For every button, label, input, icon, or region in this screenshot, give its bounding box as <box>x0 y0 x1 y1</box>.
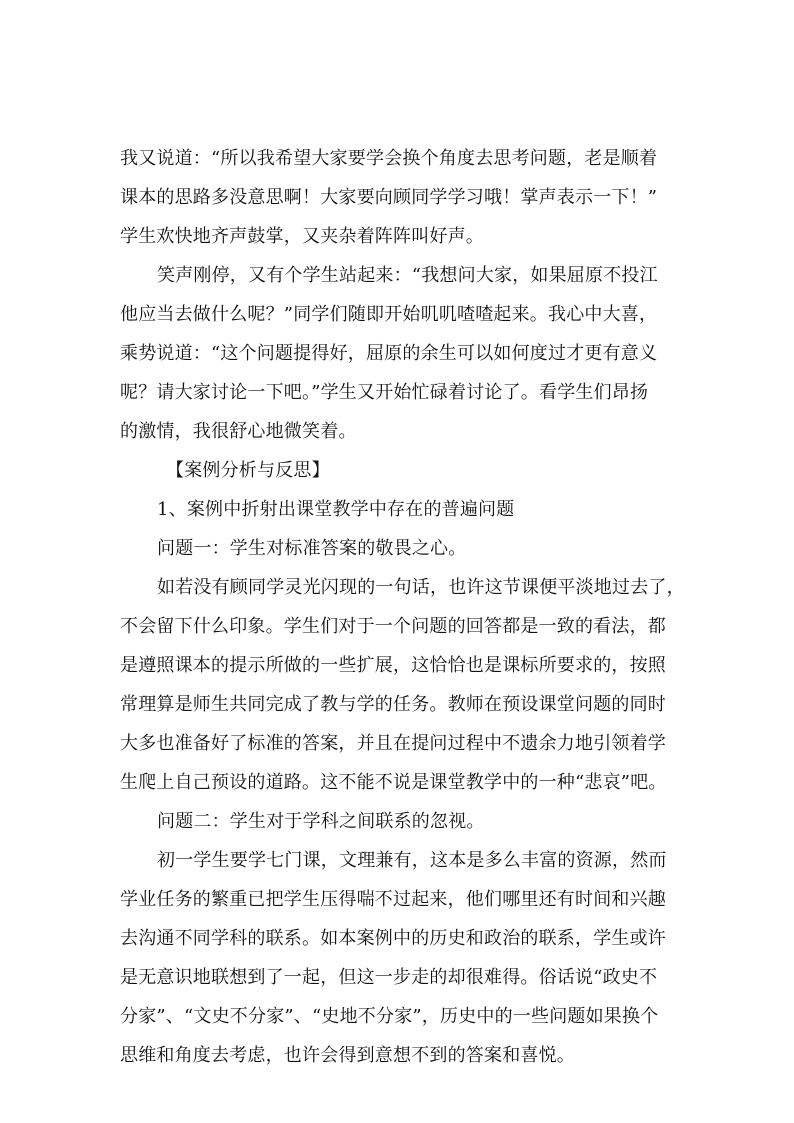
problem-title: 问题一：学生对标准答案的敬畏之心。 <box>157 538 467 559</box>
paragraph-line: 是遵照课本的提示所做的一些扩展，这恰恰也是课标所要求的，按照 <box>120 655 666 676</box>
subsection-heading: 1、案例中折射出课堂教学中存在的普遍问题 <box>157 499 515 520</box>
paragraph-line: 不会留下什么印象。学生们对于一个问题的回答都是一致的看法，都 <box>120 616 666 637</box>
problem-title: 问题二：学生对于学科之间联系的忽视。 <box>157 811 485 832</box>
paragraph-line: 学业任务的繁重已把学生压得喘不过起来，他们哪里还有时间和兴趣 <box>120 889 666 910</box>
paragraph-line: 如若没有顾同学灵光闪现的一句话，也许这节课便平淡地过去了， <box>157 577 685 598</box>
paragraph-line: 生爬上自己预设的道路。这不能不说是课堂教学中的一种“悲哀”吧。 <box>120 772 667 793</box>
paragraph-line: 乘势说道：“这个问题提得好，屈原的余生可以如何度过才更有意义 <box>120 343 658 364</box>
paragraph-line: 他应当去做什么呢？”同学们随即开始叽叽喳喳起来。我心中大喜， <box>120 304 658 325</box>
paragraph-line: 初一学生要学七门课，文理兼有，这本是多么丰富的资源，然而 <box>157 850 667 871</box>
paragraph-line: 的激情，我很舒心地微笑着。 <box>120 421 357 442</box>
paragraph-line: 大多也准备好了标准的答案，并且在提问过程中不遗余力地引领着学 <box>120 733 666 754</box>
section-heading: 【案例分析与反思】 <box>166 460 330 481</box>
paragraph-line: 去沟通不同学科的联系。如本案例中的历史和政治的联系，学生或许 <box>120 928 666 949</box>
paragraph-line: 我又说道：“所以我希望大家要学会换个角度去思考问题，老是顺着 <box>120 148 658 169</box>
paragraph-line: 思维和角度去考虑，也许会得到意想不到的答案和喜悦。 <box>120 1045 575 1066</box>
paragraph-line: 课本的思路多没意思啊！大家要向顾同学学习哦！掌声表示一下！” <box>120 187 658 208</box>
paragraph-line: 笑声刚停，又有个学生站起来：“我想问大家，如果屈原不投江 <box>157 265 658 286</box>
paragraph-line: 是无意识地联想到了一起，但这一步走的却很难得。俗话说“政史不 <box>120 967 658 988</box>
paragraph-line: 呢？请大家讨论一下吧。”学生又开始忙碌着讨论了。看学生们昂扬 <box>120 382 649 403</box>
paragraph-line: 分家”、“文史不分家”、“史地不分家”，历史中的一些问题如果换个 <box>120 1006 659 1027</box>
paragraph-line: 常理算是师生共同完成了教与学的任务。教师在预设课堂问题的同时 <box>120 694 666 715</box>
paragraph-line: 学生欢快地齐声鼓掌，又夹杂着阵阵叫好声。 <box>120 226 484 247</box>
